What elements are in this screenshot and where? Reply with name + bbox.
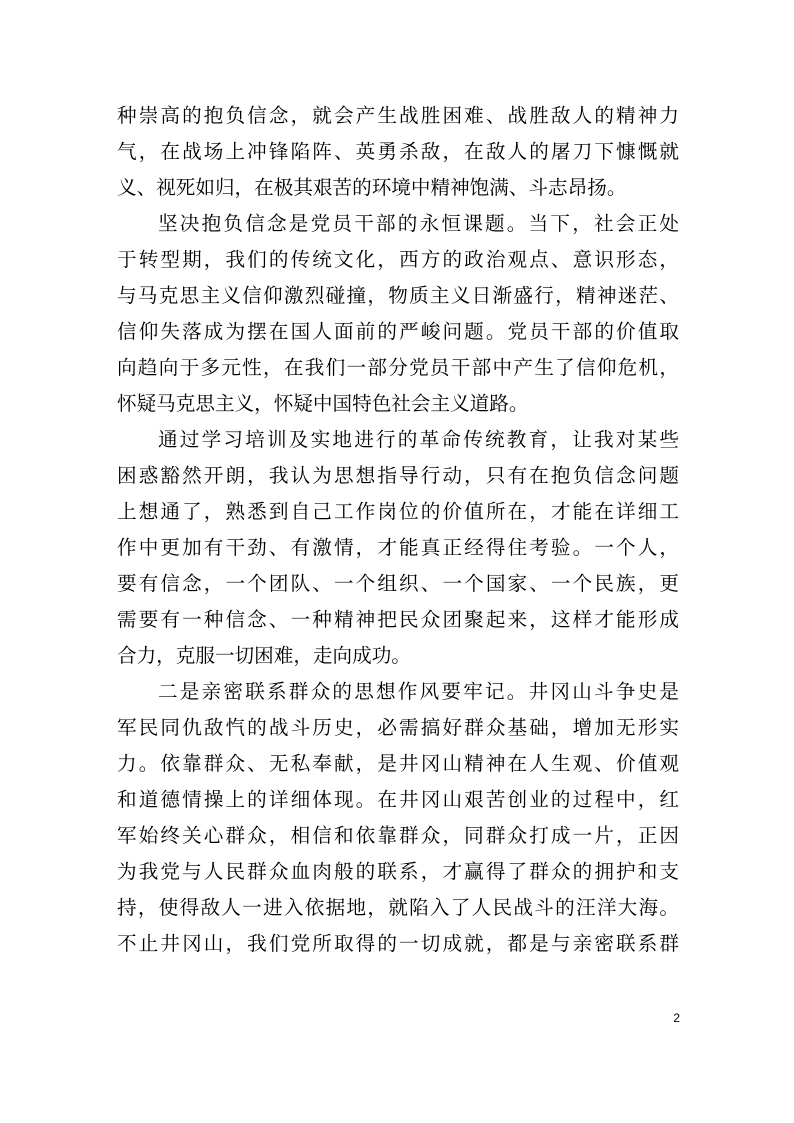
text-line: 怀疑马克思主义，怀疑中国特色社会主义道路。 [117, 392, 529, 415]
text-line: 力。依靠群众、无私奉献，是井冈山精神在人生观、价值观 [117, 752, 679, 775]
text-line: 向趋向于多元性，在我们一部分党员干部中产生了信仰危机， [117, 356, 679, 379]
text-line: 军民同仇敌忾的战斗历史，必需搞好群众基础，增加无形实 [117, 716, 679, 739]
text-line: 气，在战场上冲锋陷阵、英勇杀敌，在敌人的屠刀下慷慨就 [117, 140, 679, 163]
text-line: 作中更加有干劲、有激情，才能真正经得住考验。一个人， [117, 536, 679, 559]
text-line: 于转型期，我们的传统文化，西方的政治观点、意识形态， [117, 248, 679, 271]
text-line: 二是亲密联系群众的思想作风要牢记。井冈山斗争史是 [158, 680, 679, 703]
page-number: 2 [673, 1011, 680, 1025]
text-line: 困惑豁然开朗，我认为思想指导行动，只有在抱负信念问题 [117, 464, 679, 487]
text-line: 通过学习培训及实地进行的革命传统教育，让我对某些 [158, 428, 679, 451]
text-line: 要有信念，一个团队、一个组织、一个国家、一个民族，更 [117, 572, 679, 595]
text-line: 义、视死如归，在极其艰苦的环境中精神饱满、斗志昂扬。 [117, 176, 627, 199]
text-line: 种崇高的抱负信念，就会产生战胜困难、战胜敌人的精神力 [117, 104, 679, 127]
text-line: 为我党与人民群众血肉般的联系，才赢得了群众的拥护和支 [117, 860, 679, 883]
text-line: 军始终关心群众，相信和依靠群众，同群众打成一片，正因 [117, 824, 679, 847]
text-line: 需要有一种信念、一种精神把民众团聚起来，这样才能形成 [117, 608, 679, 631]
text-line: 和道德情操上的详细体现。在井冈山艰苦创业的过程中，红 [117, 788, 679, 811]
text-line: 与马克思主义信仰激烈碰撞，物质主义日渐盛行，精神迷茫、 [117, 284, 679, 307]
text-line: 坚决抱负信念是党员干部的永恒课题。当下，社会正处 [158, 212, 679, 235]
text-line: 合力，克服一切困难，走向成功。 [117, 644, 411, 667]
text-line: 不止井冈山，我们党所取得的一切成就，都是与亲密联系群 [117, 932, 679, 955]
body-text [117, 104, 679, 968]
text-line: 信仰失落成为摆在国人面前的严峻问题。党员干部的价值取 [117, 320, 679, 343]
text-line: 上想通了，熟悉到自己工作岗位的价值所在，才能在详细工 [117, 500, 679, 523]
text-line: 持，使得敌人一进入依据地，就陷入了人民战斗的汪洋大海。 [117, 896, 679, 919]
